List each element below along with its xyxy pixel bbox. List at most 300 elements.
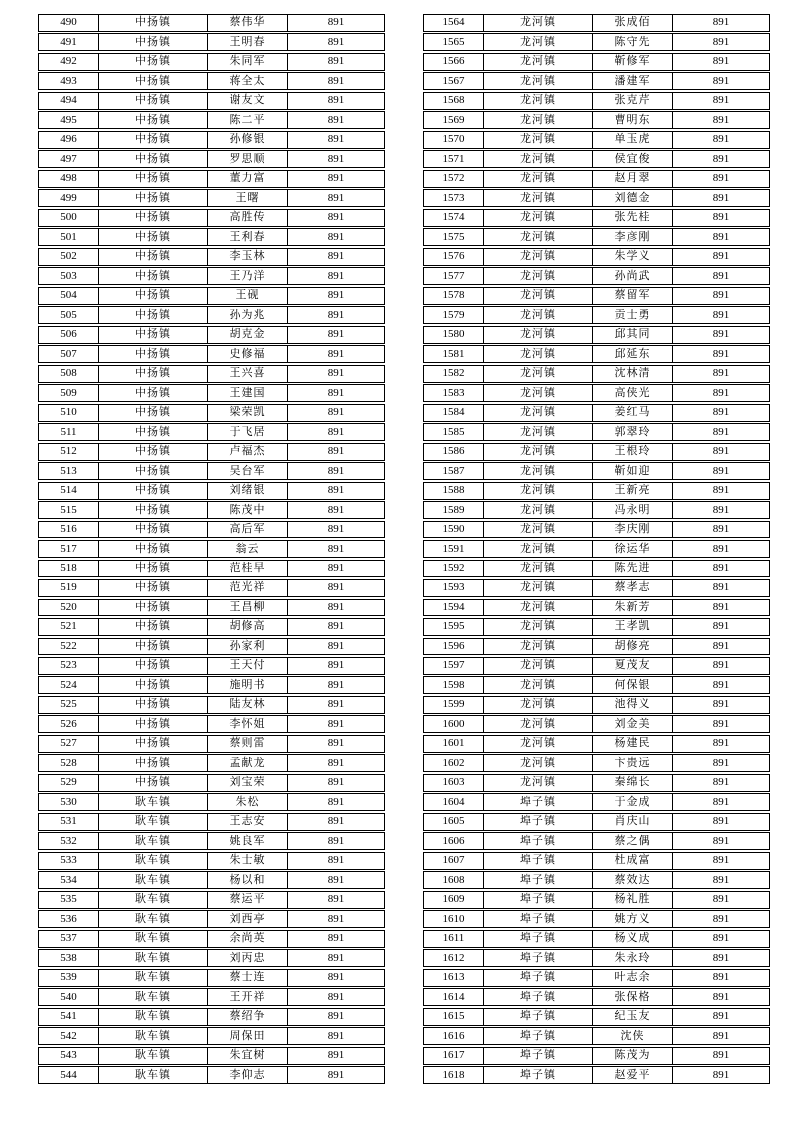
town-cell: 龙河镇 — [484, 190, 593, 206]
town-cell: 中扬镇 — [99, 15, 208, 31]
value-cell: 891 — [712, 503, 730, 516]
row-number-cell: 1566 — [424, 54, 484, 70]
row-number-cell: 1582 — [424, 366, 484, 382]
town-cell: 龙河镇 — [484, 716, 593, 732]
town-cell: 耿车镇 — [99, 1067, 208, 1083]
row-number-cell: 515 — [39, 502, 99, 518]
person-name-cell: 池得义 — [593, 697, 673, 713]
value-cell: 891 — [712, 756, 730, 769]
value-cell: 891 — [327, 854, 345, 867]
table-row — [38, 676, 385, 694]
table-row — [38, 53, 385, 71]
row-number-cell: 1571 — [424, 151, 484, 167]
value-cell: 891 — [327, 74, 345, 87]
row-number-cell: 504 — [39, 288, 99, 304]
person-name-cell: 王天付 — [208, 658, 288, 674]
person-name-cell: 沈侠 — [593, 1028, 673, 1044]
person-name-cell: 李玉林 — [208, 249, 288, 265]
value-cell: 891 — [327, 211, 345, 224]
person-name-cell: 蔡运平 — [208, 892, 288, 908]
table-row — [38, 560, 385, 578]
value-cell: 891 — [712, 328, 730, 341]
town-cell: 耿车镇 — [99, 872, 208, 888]
person-name-cell: 蔡绍争 — [208, 1009, 288, 1025]
row-number-cell: 1608 — [424, 872, 484, 888]
person-name-cell: 徐运华 — [593, 541, 673, 557]
row-number-cell: 527 — [39, 736, 99, 752]
table-row — [423, 228, 770, 246]
town-cell: 埠子镇 — [484, 833, 593, 849]
row-number-cell: 520 — [39, 600, 99, 616]
table-row — [38, 189, 385, 207]
person-name-cell: 陈茂中 — [208, 502, 288, 518]
row-number-cell: 1590 — [424, 522, 484, 538]
person-name-cell: 蔡留军 — [593, 288, 673, 304]
town-cell: 耿车镇 — [99, 1048, 208, 1064]
value-cell: 891 — [327, 659, 345, 672]
town-cell: 埠子镇 — [484, 950, 593, 966]
row-number-cell: 1606 — [424, 833, 484, 849]
table-row — [423, 131, 770, 149]
table-row — [423, 384, 770, 402]
value-cell: 891 — [327, 581, 345, 594]
value-cell: 891 — [327, 756, 345, 769]
value-cell: 891 — [712, 600, 730, 613]
person-name-cell: 吴台军 — [208, 463, 288, 479]
town-cell: 中扬镇 — [99, 561, 208, 577]
row-number-cell: 516 — [39, 522, 99, 538]
table-row — [38, 715, 385, 733]
town-cell: 龙河镇 — [484, 327, 593, 343]
person-name-cell: 姜红马 — [593, 405, 673, 421]
town-cell: 中扬镇 — [99, 775, 208, 791]
table-row — [38, 131, 385, 149]
person-name-cell: 陈先进 — [593, 561, 673, 577]
town-cell: 龙河镇 — [484, 502, 593, 518]
row-number-cell: 1615 — [424, 1009, 484, 1025]
person-name-cell: 叶志余 — [593, 970, 673, 986]
person-name-cell: 王乃洋 — [208, 268, 288, 284]
town-cell: 耿车镇 — [99, 970, 208, 986]
row-number-cell: 1565 — [424, 34, 484, 50]
table-row — [423, 482, 770, 500]
value-cell: 891 — [712, 854, 730, 867]
table-row — [38, 754, 385, 772]
value-cell: 891 — [712, 250, 730, 263]
table-row — [38, 735, 385, 753]
town-cell: 中扬镇 — [99, 249, 208, 265]
row-number-cell: 1603 — [424, 775, 484, 791]
person-name-cell: 杨建民 — [593, 736, 673, 752]
person-name-cell: 贡士勇 — [593, 307, 673, 323]
person-name-cell: 肖庆山 — [593, 814, 673, 830]
town-cell: 龙河镇 — [484, 600, 593, 616]
value-cell: 891 — [327, 562, 345, 574]
town-cell: 中扬镇 — [99, 522, 208, 538]
table-row — [423, 150, 770, 168]
row-number-cell: 500 — [39, 210, 99, 226]
town-cell: 中扬镇 — [99, 288, 208, 304]
person-name-cell: 陈二平 — [208, 112, 288, 128]
town-cell: 耿车镇 — [99, 911, 208, 927]
value-cell: 891 — [327, 16, 345, 29]
roster-table-left — [38, 14, 385, 1086]
person-name-cell: 单玉虎 — [593, 132, 673, 148]
value-cell: 891 — [327, 1010, 345, 1023]
value-cell: 891 — [327, 776, 345, 789]
table-row — [423, 852, 770, 870]
table-row — [38, 92, 385, 110]
row-number-cell: 1572 — [424, 171, 484, 187]
town-cell: 龙河镇 — [484, 658, 593, 674]
person-name-cell: 蔡伟华 — [208, 15, 288, 31]
table-row — [423, 92, 770, 110]
value-cell: 891 — [327, 445, 345, 458]
table-row — [38, 1066, 385, 1084]
town-cell: 中扬镇 — [99, 190, 208, 206]
row-number-cell: 1605 — [424, 814, 484, 830]
person-name-cell: 朱宜树 — [208, 1048, 288, 1064]
town-cell: 耿车镇 — [99, 794, 208, 810]
value-cell: 891 — [712, 191, 730, 204]
table-row — [423, 949, 770, 967]
row-number-cell: 1613 — [424, 970, 484, 986]
value-cell: 891 — [712, 717, 730, 730]
value-cell: 891 — [327, 600, 345, 613]
town-cell: 耿车镇 — [99, 833, 208, 849]
town-cell: 埠子镇 — [484, 911, 593, 927]
value-cell: 891 — [327, 250, 345, 263]
value-cell: 891 — [327, 523, 345, 536]
value-cell: 891 — [327, 990, 345, 1003]
person-name-cell: 施明书 — [208, 677, 288, 693]
row-number-cell: 1616 — [424, 1028, 484, 1044]
person-name-cell: 陈茂为 — [593, 1048, 673, 1064]
town-cell: 埠子镇 — [484, 970, 593, 986]
town-cell: 龙河镇 — [484, 444, 593, 460]
person-name-cell: 高侠光 — [593, 385, 673, 401]
person-name-cell: 靳如迎 — [593, 463, 673, 479]
value-cell: 891 — [712, 94, 730, 107]
person-name-cell: 范光祥 — [208, 580, 288, 596]
row-number-cell: 1579 — [424, 307, 484, 323]
row-number-cell: 1583 — [424, 385, 484, 401]
value-cell: 891 — [327, 717, 345, 730]
person-name-cell: 邱延东 — [593, 346, 673, 362]
person-name-cell: 朱士敏 — [208, 853, 288, 869]
person-name-cell: 孙尚武 — [593, 268, 673, 284]
row-number-cell: 1584 — [424, 405, 484, 421]
person-name-cell: 胡克金 — [208, 327, 288, 343]
town-cell: 中扬镇 — [99, 444, 208, 460]
row-number-cell: 528 — [39, 755, 99, 771]
table-row — [38, 793, 385, 811]
row-number-cell: 526 — [39, 716, 99, 732]
person-name-cell: 孙修银 — [208, 132, 288, 148]
value-cell: 891 — [712, 74, 730, 87]
value-cell: 891 — [327, 1068, 345, 1081]
table-row — [423, 540, 770, 558]
person-name-cell: 蔡孝志 — [593, 580, 673, 596]
town-cell: 龙河镇 — [484, 132, 593, 148]
person-name-cell: 刘丙忠 — [208, 950, 288, 966]
town-cell: 龙河镇 — [484, 541, 593, 557]
person-name-cell: 李仰志 — [208, 1067, 288, 1083]
town-cell: 龙河镇 — [484, 385, 593, 401]
person-name-cell: 翁云 — [208, 541, 288, 557]
value-cell: 891 — [327, 152, 345, 165]
value-cell: 891 — [327, 386, 345, 399]
town-cell: 龙河镇 — [484, 697, 593, 713]
row-number-cell: 522 — [39, 639, 99, 655]
table-row — [423, 1008, 770, 1026]
row-number-cell: 495 — [39, 112, 99, 128]
value-cell: 891 — [712, 932, 730, 945]
town-cell: 龙河镇 — [484, 15, 593, 31]
town-cell: 龙河镇 — [484, 561, 593, 577]
table-row — [38, 111, 385, 129]
row-number-cell: 1591 — [424, 541, 484, 557]
town-cell: 中扬镇 — [99, 34, 208, 50]
table-row — [423, 501, 770, 519]
value-cell: 891 — [327, 484, 345, 497]
value-cell: 891 — [712, 815, 730, 828]
table-row — [38, 638, 385, 656]
town-cell: 中扬镇 — [99, 541, 208, 557]
person-name-cell: 蔡士连 — [208, 970, 288, 986]
town-cell: 耿车镇 — [99, 1009, 208, 1025]
person-name-cell: 蔡之偶 — [593, 833, 673, 849]
value-cell: 891 — [712, 1010, 730, 1023]
person-name-cell: 胡修亮 — [593, 639, 673, 655]
person-name-cell: 周保田 — [208, 1028, 288, 1044]
person-name-cell: 何保银 — [593, 677, 673, 693]
table-row — [423, 287, 770, 305]
value-cell: 891 — [327, 230, 345, 243]
table-row — [423, 715, 770, 733]
row-number-cell: 1586 — [424, 444, 484, 460]
person-name-cell: 高后军 — [208, 522, 288, 538]
table-row — [423, 657, 770, 675]
row-number-cell: 539 — [39, 970, 99, 986]
row-number-cell: 525 — [39, 697, 99, 713]
town-cell: 中扬镇 — [99, 268, 208, 284]
value-cell: 891 — [327, 308, 345, 321]
row-number-cell: 499 — [39, 190, 99, 206]
person-name-cell: 赵爱平 — [593, 1067, 673, 1083]
table-row — [423, 871, 770, 889]
value-cell: 891 — [327, 912, 345, 925]
table-row — [38, 891, 385, 909]
value-cell: 891 — [712, 795, 730, 808]
town-cell: 耿车镇 — [99, 950, 208, 966]
table-row — [423, 813, 770, 831]
town-cell: 耿车镇 — [99, 853, 208, 869]
row-number-cell: 531 — [39, 814, 99, 830]
row-number-cell: 1577 — [424, 268, 484, 284]
town-cell: 中扬镇 — [99, 151, 208, 167]
row-number-cell: 524 — [39, 677, 99, 693]
person-name-cell: 王开祥 — [208, 989, 288, 1005]
town-cell: 埠子镇 — [484, 1028, 593, 1044]
value-cell: 891 — [327, 328, 345, 341]
row-number-cell: 496 — [39, 132, 99, 148]
person-name-cell: 董力富 — [208, 171, 288, 187]
value-cell: 891 — [712, 776, 730, 789]
table-row — [38, 501, 385, 519]
town-cell: 龙河镇 — [484, 736, 593, 752]
person-name-cell: 刘德金 — [593, 190, 673, 206]
table-row — [38, 579, 385, 597]
table-row — [423, 579, 770, 597]
town-cell: 中扬镇 — [99, 600, 208, 616]
value-cell: 891 — [327, 542, 345, 555]
town-cell: 龙河镇 — [484, 424, 593, 440]
table-row — [423, 345, 770, 363]
person-name-cell: 刘金美 — [593, 716, 673, 732]
town-cell: 龙河镇 — [484, 522, 593, 538]
value-cell: 891 — [327, 113, 345, 126]
roster-table-right — [423, 14, 770, 1086]
person-name-cell: 孟献龙 — [208, 755, 288, 771]
person-name-cell: 杜成富 — [593, 853, 673, 869]
value-cell: 891 — [712, 425, 730, 438]
row-number-cell: 493 — [39, 73, 99, 89]
row-number-cell: 540 — [39, 989, 99, 1005]
table-row — [423, 735, 770, 753]
value-cell: 891 — [327, 834, 345, 847]
table-row — [38, 1047, 385, 1065]
value-cell: 891 — [712, 1029, 730, 1042]
table-row — [423, 209, 770, 227]
value-cell: 891 — [327, 425, 345, 438]
table-row — [38, 813, 385, 831]
person-name-cell: 张成佰 — [593, 15, 673, 31]
table-row — [423, 72, 770, 90]
table-row — [38, 33, 385, 51]
row-number-cell: 1595 — [424, 619, 484, 635]
value-cell: 891 — [712, 562, 730, 574]
person-name-cell: 李庆刚 — [593, 522, 673, 538]
table-row — [38, 209, 385, 227]
town-cell: 中扬镇 — [99, 112, 208, 128]
value-cell: 891 — [327, 951, 345, 964]
table-row — [423, 267, 770, 285]
table-row — [423, 910, 770, 928]
row-number-cell: 1593 — [424, 580, 484, 596]
person-name-cell: 潘建军 — [593, 73, 673, 89]
person-name-cell: 朱松 — [208, 794, 288, 810]
value-cell: 891 — [712, 367, 730, 380]
row-number-cell: 492 — [39, 54, 99, 70]
person-name-cell: 王兴喜 — [208, 366, 288, 382]
person-name-cell: 朱学义 — [593, 249, 673, 265]
value-cell: 891 — [712, 269, 730, 282]
table-row — [423, 988, 770, 1006]
row-number-cell: 1578 — [424, 288, 484, 304]
value-cell: 891 — [327, 971, 345, 984]
row-number-cell: 530 — [39, 794, 99, 810]
table-row — [38, 910, 385, 928]
table-row — [423, 930, 770, 948]
value-cell: 891 — [327, 55, 345, 68]
value-cell: 891 — [712, 737, 730, 750]
row-number-cell: 1604 — [424, 794, 484, 810]
table-row — [38, 248, 385, 266]
town-cell: 耿车镇 — [99, 814, 208, 830]
table-row — [423, 306, 770, 324]
table-row — [38, 930, 385, 948]
town-cell: 中扬镇 — [99, 210, 208, 226]
row-number-cell: 521 — [39, 619, 99, 635]
person-name-cell: 李怀姐 — [208, 716, 288, 732]
person-name-cell: 冯永明 — [593, 502, 673, 518]
town-cell: 龙河镇 — [484, 677, 593, 693]
person-name-cell: 高胜传 — [208, 210, 288, 226]
value-cell: 891 — [327, 815, 345, 828]
person-name-cell: 王建国 — [208, 385, 288, 401]
value-cell: 891 — [712, 386, 730, 399]
table-row — [38, 657, 385, 675]
row-number-cell: 523 — [39, 658, 99, 674]
town-cell: 耿车镇 — [99, 892, 208, 908]
value-cell: 891 — [327, 367, 345, 380]
person-name-cell: 蔡效达 — [593, 872, 673, 888]
table-row — [38, 1008, 385, 1026]
value-cell: 891 — [712, 464, 730, 477]
person-name-cell: 卢福杰 — [208, 444, 288, 460]
person-name-cell: 孙家利 — [208, 639, 288, 655]
town-cell: 龙河镇 — [484, 54, 593, 70]
value-cell: 891 — [712, 308, 730, 321]
table-row — [38, 462, 385, 480]
row-number-cell: 543 — [39, 1048, 99, 1064]
table-row — [423, 33, 770, 51]
row-number-cell: 529 — [39, 775, 99, 791]
row-number-cell: 541 — [39, 1009, 99, 1025]
person-name-cell: 王曙 — [208, 190, 288, 206]
table-row — [423, 443, 770, 461]
row-number-cell: 1574 — [424, 210, 484, 226]
value-cell: 891 — [327, 347, 345, 360]
person-name-cell: 于金成 — [593, 794, 673, 810]
town-cell: 龙河镇 — [484, 249, 593, 265]
town-cell: 耿车镇 — [99, 931, 208, 947]
town-cell: 龙河镇 — [484, 229, 593, 245]
row-number-cell: 518 — [39, 561, 99, 577]
value-cell: 891 — [327, 893, 345, 906]
town-cell: 埠子镇 — [484, 892, 593, 908]
row-number-cell: 1618 — [424, 1067, 484, 1083]
person-name-cell: 王利春 — [208, 229, 288, 245]
row-number-cell: 502 — [39, 249, 99, 265]
row-number-cell: 1585 — [424, 424, 484, 440]
row-number-cell: 1600 — [424, 716, 484, 732]
table-row — [38, 1027, 385, 1045]
town-cell: 埠子镇 — [484, 794, 593, 810]
value-cell: 891 — [712, 484, 730, 497]
value-cell: 891 — [712, 834, 730, 847]
row-number-cell: 512 — [39, 444, 99, 460]
person-name-cell: 朱同军 — [208, 54, 288, 70]
town-cell: 中扬镇 — [99, 619, 208, 635]
table-row — [423, 1066, 770, 1084]
row-number-cell: 1617 — [424, 1048, 484, 1064]
table-row — [38, 14, 385, 32]
table-row — [38, 852, 385, 870]
value-cell: 891 — [712, 406, 730, 419]
town-cell: 中扬镇 — [99, 697, 208, 713]
